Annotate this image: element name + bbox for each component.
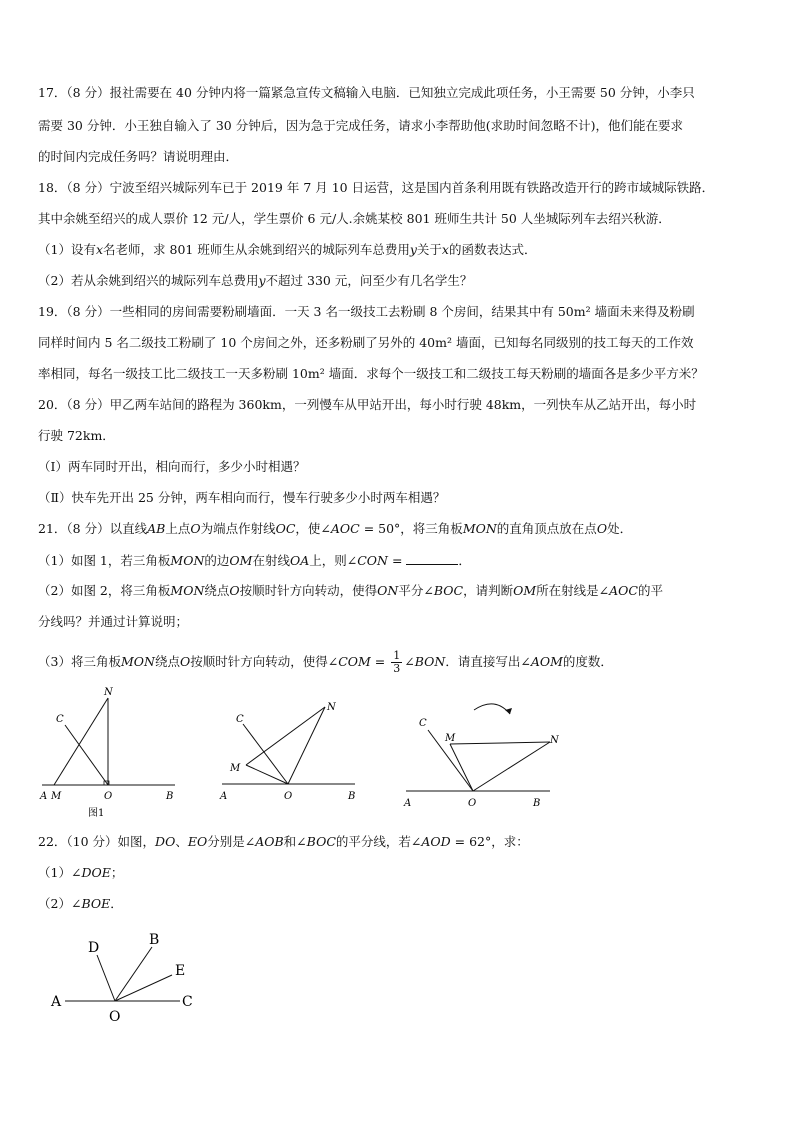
fig1-label-a: A [40, 791, 48, 802]
q21-figures [30, 680, 580, 820]
q17-line3: 的时间内完成任务吗？请说明理由． [38, 149, 239, 164]
q22-part1: （1）∠DOE； [38, 865, 124, 880]
q21-part1: （1）如图 1，若三角板MON的边OM在射线OA上，则∠CON = ． [38, 553, 471, 568]
q22-figure [45, 925, 215, 1025]
fig2-label-m: M [230, 763, 241, 774]
fig1-label-n: N [104, 687, 113, 698]
figure-3 [403, 704, 560, 809]
q21-part2-line1: （2）如图 2，将三角板MON绕点O按顺时针方向转动，使得ON平分∠BOC，请判断OM所在射线是∠AOC的平 [38, 583, 663, 598]
q20-line1: 20．（8 分）甲乙两车站间的路程为 360km，一列慢车从甲站开出，每小时行驶 48km，一列快车从乙站开出，每小时 [38, 397, 697, 412]
q17-line1: 17．（8 分）报社需要在 40 分钟内将一篇紧急宣传文稿输入电脑．已知独立完成此项任务，小王需要 50 分钟，小李只 [38, 85, 695, 100]
fig1-label-o: O [104, 791, 113, 802]
q22-part2: （2）∠BOE． [38, 896, 123, 911]
q21-part2-line2: 分线吗？并通过计算说明； [38, 614, 189, 629]
q22-label-c: C [182, 994, 193, 1010]
q17-line2: 需要 30 分钟．小王独自输入了 30 分钟后，因为急于完成任务，请求小李帮助他(求助时间忽略不计)，他们能在要求 [38, 118, 683, 133]
q18-line2: 其中余姚至绍兴的成人票价 12 元/人，学生票价 6 元/人.余姚某校 801 班师生共计 50 人坐城际列车去绍兴秋游． [38, 211, 671, 226]
fig2-label-b: B [348, 791, 356, 802]
fig1-label-m: M [51, 791, 62, 802]
fig1-label-c: C [56, 714, 64, 725]
q20-line2: 行驶 72km． [38, 428, 115, 443]
fig3-label-c: C [419, 718, 427, 729]
q22-label-a: A [51, 994, 62, 1010]
figure-2 [219, 702, 355, 802]
q18-part1: （1）设有x名老师，求 801 班师生从余姚到绍兴的城际列车总费用y关于x的函数表达式． [38, 242, 537, 257]
fig3-label-o: O [468, 798, 477, 809]
q20-part1: （Ⅰ）两车同时开出，相向而行，多少小时相遇？ [38, 459, 306, 474]
q22-label-o: O [109, 1009, 121, 1025]
q21-part3: （3）将三角板MON绕点O按顺时针方向转动，使得∠COM = $\frac{1}{3}$ ∠BON．请直接写出∠AOM的度数． [38, 649, 613, 675]
answer-blank[interactable] [406, 552, 458, 565]
fig3-label-b: B [533, 798, 541, 809]
fig2-label-a: A [220, 791, 228, 802]
q18-part2: （2）若从余姚到绍兴的城际列车总费用y不超过 330 元，问至少有几名学生？ [38, 273, 473, 288]
fig2-label-n: N [327, 702, 336, 713]
fig2-label-c: C [236, 714, 244, 725]
fig3-label-m: M [445, 733, 456, 744]
fig2-label-o: O [284, 791, 293, 802]
fig1-caption: 图1 [88, 808, 105, 819]
rotation-arrow-head [505, 708, 512, 714]
fig1-label-b: B [166, 791, 174, 802]
q21-line1: 21．（8 分）以直线AB上点O为端点作射线OC，使∠AOC = 50°，将三角板MON的直角顶点放在点O处． [38, 521, 633, 536]
q22-label-e: E [175, 963, 186, 979]
fraction-one-third: $\frac{1}{3}$ [393, 649, 401, 675]
q22-label-b: B [149, 932, 160, 948]
q19-line2: 同样时间内 5 名二级技工粉刷了 10 个房间之外，还多粉刷了另外的 40m² 墙面，已知每名同级别的技工每天的工作效 [38, 335, 694, 350]
q20-part2: （Ⅱ）快车先开出 25 分钟，两车相向而行，慢车行驶多少小时两车相遇？ [38, 490, 446, 505]
fig3-label-a: A [404, 798, 412, 809]
q22-line1: 22．（10 分）如图，DO、EO分别是∠AOB和∠BOC的平分线，若∠AOD = 62°，求： [38, 834, 529, 849]
figure-1 [39, 687, 175, 819]
fig3-label-n: N [550, 735, 559, 746]
rotation-arrow-curve [474, 704, 510, 714]
q18-line1: 18．（8 分）宁波至绍兴城际列车已于 2019 年 7 月 10 日运营，这是国内首条利用既有铁路改造开行的跨市域城际铁路． [38, 180, 715, 195]
q19-line3: 率相同，每名一级技工比二级技工一天多粉刷 10m² 墙面．求每个一级技工和二级技工每天粉刷的墙面各是多少平方米？ [38, 366, 704, 381]
q19-line1: 19．（8 分）一些相同的房间需要粉刷墙面．一天 3 名一级技工去粉刷 8 个房间，结果其中有 50m² 墙面未来得及粉刷 [38, 304, 695, 319]
q22-label-d: D [88, 940, 100, 956]
